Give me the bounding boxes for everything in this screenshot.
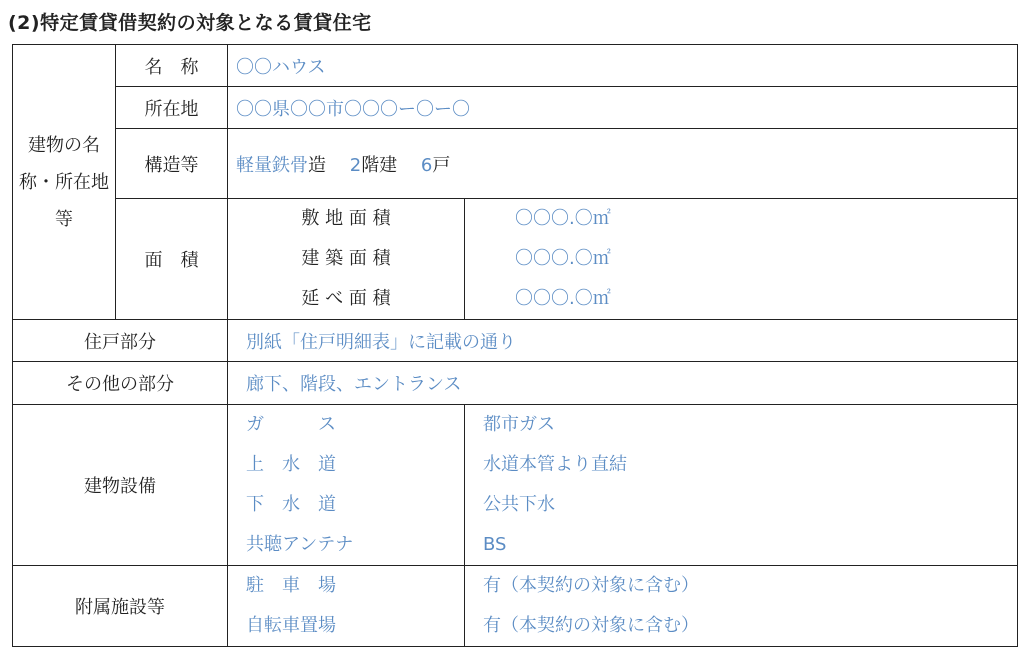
structure-floors-unit: 階建 (361, 154, 398, 176)
annex-value: 有（本契約の対象に含む） (483, 575, 699, 596)
structure-units-unit: 戸 (432, 154, 451, 176)
structure-floors-num: 2 (349, 154, 362, 176)
area-name: 延 べ 面 積 (301, 288, 391, 309)
facility-value: 都市ガス (483, 414, 555, 435)
area-values-cell (465, 199, 1018, 320)
area-names-cell (228, 199, 465, 320)
section-title: (2)特定賃貸借契約の対象となる賃貸住宅 (8, 12, 372, 34)
table-row (13, 87, 1018, 129)
unit-part-value: 別紙「住戸明細表」に記載の通り (228, 320, 1018, 362)
annex-names-cell (228, 566, 465, 647)
name-value: 〇〇ハウス (228, 45, 1018, 87)
annex-label: 附属施設等 (13, 566, 228, 647)
address-value: 〇〇県〇〇市〇〇〇ー〇ー〇 (228, 87, 1018, 129)
table-row (13, 566, 1018, 647)
unit-part-label: 住戸部分 (13, 320, 228, 362)
facility-value: 水道本管より直結 (483, 454, 627, 475)
annex-name: 自転車置場 (246, 615, 336, 636)
facility-name: 共聴アンテナ (246, 534, 354, 555)
building-group-label: 建物の名称・所在地等 (19, 134, 109, 230)
area-value: 〇〇〇.〇㎡ (515, 248, 611, 269)
table-row (13, 405, 1018, 566)
structure-value (228, 129, 1018, 199)
name-label: 名 称 (116, 45, 228, 87)
area-name: 建 築 面 積 (301, 248, 391, 269)
address-label: 所在地 (116, 87, 228, 129)
facility-name: 上 水 道 (246, 454, 336, 475)
area-label: 面 積 (116, 199, 228, 320)
annex-name: 駐 車 場 (246, 575, 336, 596)
facility-name: 下 水 道 (246, 494, 336, 515)
structure-units-num: 6 (420, 154, 433, 176)
area-value: 〇〇〇.〇㎡ (515, 288, 611, 309)
structure-zou: 造 (308, 154, 326, 176)
annex-values-cell (465, 566, 1018, 647)
structure-material: 軽量鉄骨 (236, 154, 308, 176)
structure-label: 構造等 (116, 129, 228, 199)
facility-names-cell (228, 405, 465, 566)
table-row (13, 199, 1018, 320)
facility-value: 公共下水 (483, 494, 555, 515)
facilities-label: 建物設備 (13, 405, 228, 566)
table-row (13, 362, 1018, 405)
rental-property-table (12, 44, 1018, 647)
other-part-label: その他の部分 (13, 362, 228, 405)
table-row (13, 129, 1018, 199)
other-part-value: 廊下、階段、エントランス (228, 362, 1018, 405)
area-name: 敷 地 面 積 (301, 208, 391, 229)
facility-value: BS (483, 534, 507, 555)
facility-values-cell (465, 405, 1018, 566)
table-row (13, 320, 1018, 362)
area-value: 〇〇〇.〇㎡ (515, 208, 611, 229)
building-group-label-cell (13, 45, 116, 320)
facility-name: ガ ス (246, 414, 336, 435)
annex-value: 有（本契約の対象に含む） (483, 615, 699, 636)
table-row (13, 45, 1018, 87)
